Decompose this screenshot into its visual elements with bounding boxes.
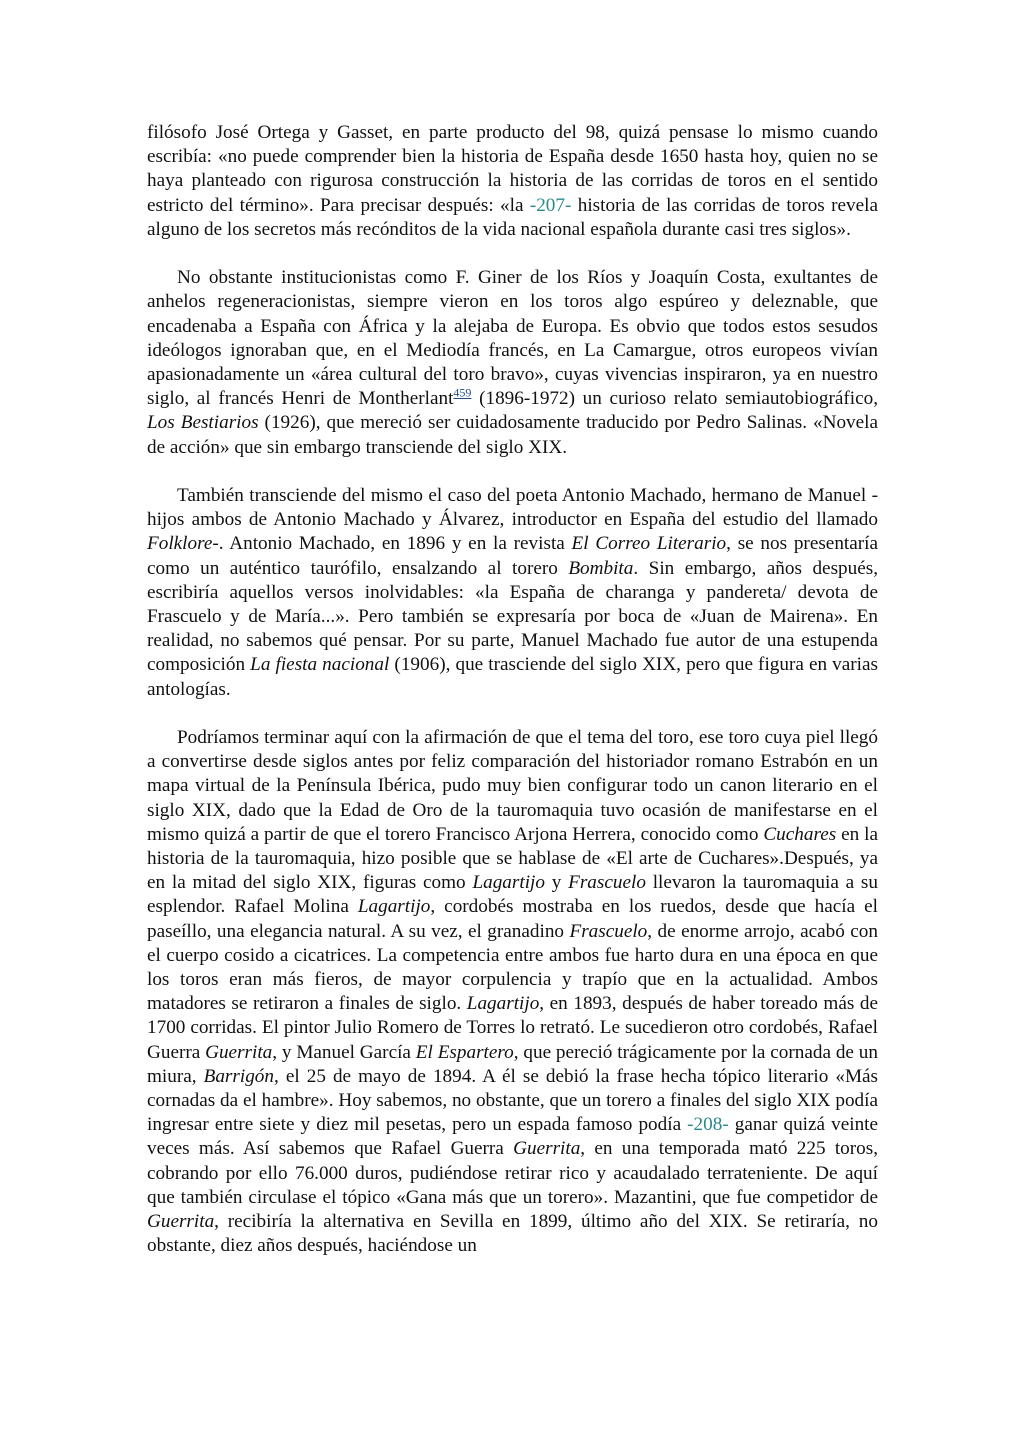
page-marker-207: -207-: [529, 194, 572, 216]
text-span: llevaron la tauromaquia a su esplendor. Rafael Molina: [147, 872, 878, 918]
text-span: ganar quizá veinte veces más. Así sabemos que Rafael Guerra: [147, 1114, 879, 1160]
paragraph-ortega: [147, 121, 878, 242]
text-span: en la historia de la tauromaquia, hizo posible que se hablase de «El arte de Cuchares».Después, ya en la mitad del siglo XIX, figuras como: [147, 823, 878, 894]
italic-name: Barrigón: [203, 1065, 274, 1087]
text-span: , se nos presentaría como un auténtico taurófilo, ensalzando al torero: [147, 533, 878, 579]
page-marker-208: -208-: [687, 1114, 729, 1136]
text-span: historia de las corridas de toros revela alguno de los secretos más recónditos de la vida nacional española durante casi tres siglos».: [147, 194, 878, 240]
text-span: , cordobés mostraba en los ruedos, desde que hacía el paseíllo, una elegancia natural. A su vez, el granadino: [147, 896, 879, 942]
italic-name: Frascuelo: [569, 920, 648, 942]
italic-term: Folklore-: [147, 533, 219, 555]
text-span: También transciende del mismo el caso del poeta Antonio Machado, hermano de Manuel -hijos ambos de Antonio Machado y Álvarez, introductor en España del estudio del llamado: [147, 485, 878, 531]
text-span: . Sin embargo, años después, escribiría aquellos versos inolvidables: «la España de charanga y pandereta/ devota de Frascuelo y de María...». Pero también se expresaría por boca de «Juan de Mairena». En realidad, no sabemos qué pensar. Por su parte, Manuel Machado fue autor de una estupenda composición: [147, 557, 879, 676]
italic-name: Cuchares: [763, 823, 837, 845]
document-page: [147, 121, 878, 1259]
text-span: , de enorme arrojo, acabó con el cuerpo cosido a cicatrices. La competencia entre ambos fue harto dura en una época en que los toros eran más fieros, de mayor corpulencia y trapío que en la actualidad. Ambos matadores se retiraron a finales de siglo.: [147, 920, 878, 1015]
italic-name: Guerrita: [205, 1041, 273, 1063]
text-span: No obstante institucionistas como F. Giner de los Ríos y Joaquín Costa, exultantes de anhelos regeneracionistas, siempre vieron en los toros algo espúreo y deleznable, que encadenaba a España con África y la alejaba de Europa. Es obvio que todos estos sesudos ideólogos ignoraban que, en el Mediodía francés, en La Camargue, otros europeos vivían apasionadamente un «área cultural del toro bravo», cuyas vivencias inspiraron, ya en nuestro siglo, al francés Henri de Montherlant: [147, 267, 878, 410]
text-span: , recibiría la alternativa en Sevilla en 1899, último año del XIX. Se retiraría, no obstante, diez años después, haciéndose un: [147, 1211, 878, 1257]
italic-name: Frascuelo: [568, 872, 646, 894]
text-span: , en una temporada mató 225 toros, cobrando por ello 76.000 duros, pudiéndose retirar rico y acaudalado terrateniente. De aquí que también circulase el tópico «Gana más que un torero». Mazantini, que fue competidor de: [147, 1138, 879, 1208]
italic-name: Guerrita: [147, 1211, 215, 1233]
text-span: (1926), que mereció ser cuidadosamente traducido por Pedro Salinas. «Novela de acción» que sin embargo transciende del siglo XIX.: [147, 412, 878, 458]
text-span: , que pereció trágicamente por la cornada de un miura,: [147, 1041, 878, 1087]
italic-name: Guerrita: [513, 1138, 581, 1160]
footnote-link-459[interactable]: 459: [453, 385, 472, 400]
text-span: (1896-1972) un curioso relato semiautobiográfico,: [471, 388, 878, 410]
italic-name: Lagartijo: [472, 872, 545, 894]
paragraph-institucionistas: [147, 266, 878, 460]
text-span: , el 25 de mayo de 1894. A él se debió la frase hecha tópico literario «Más cornadas da el hambre». Hoy sabemos, no obstante, que un torero a finales del siglo XIX podía ingresar entre siete y diez mil pesetas, pero un espada famoso podía: [147, 1065, 878, 1136]
text-span: filósofo José Ortega y Gasset, en parte producto del 98, quizá pensase lo mismo cuando escribía: «no puede comprender bien la historia de España desde 1650 hasta hoy, quien no se haya planteado con rigurosa construcción la historia de las corridas de toros en el sentido estricto del término». Para precisar después: «la: [147, 122, 878, 216]
text-span: y: [544, 872, 569, 894]
paragraph-machado: [147, 484, 878, 702]
text-span: . Antonio Machado, en 1896 y en la revista: [218, 533, 572, 555]
italic-name: Bombita: [568, 557, 634, 579]
paragraph-tauromaquia: [147, 726, 878, 1258]
text-span: Podríamos terminar aquí con la afirmación de que el tema del toro, ese toro cuya piel llegó a convertirse desde siglos antes por feliz comparación del historiador romano Estrabón en un mapa virtual de la Península Ibérica, pudo muy bien configurar todo un canon literario en el siglo XIX, dado que la Edad de Oro de la tauromaquia tuvo ocasión de manifestarse en el mismo quizá a partir de que el torero Francisco Arjona Herrera, conocido como: [147, 727, 878, 845]
italic-title: El Correo Literario: [571, 533, 727, 555]
italic-name: Lagartijo: [466, 993, 540, 1015]
italic-name: Lagartijo: [357, 896, 431, 918]
text-span: , y Manuel García: [272, 1041, 416, 1063]
text-span: (1906), que trasciende del siglo XIX, pero que figura en varias antologías.: [147, 654, 878, 700]
italic-title: La fiesta nacional: [250, 654, 390, 676]
italic-name: El Espartero: [415, 1041, 514, 1063]
italic-title: Los Bestiarios: [147, 412, 259, 434]
text-span: , en 1893, después de haber toreado más de 1700 corridas. El pintor Julio Romero de Torres lo retrató. Le sucedieron otro cordobés, Rafael Guerra: [147, 993, 878, 1063]
